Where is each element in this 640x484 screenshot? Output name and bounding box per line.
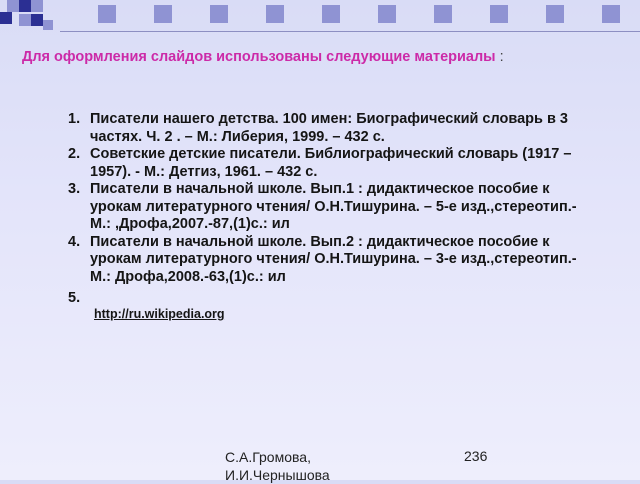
title-colon: : <box>495 49 504 65</box>
source-item-4 <box>68 234 588 287</box>
slide-title <box>22 49 504 65</box>
deco-square <box>322 5 340 23</box>
item-text: Советские детские писатели. Библиографический словарь (1917 – 1957). - М.: Детгиз, 1961. – 432 с. <box>90 146 572 180</box>
deco-square <box>0 12 12 24</box>
title-text: Для оформления слайдов использованы следующие материалы <box>22 49 496 65</box>
deco-square <box>7 0 19 12</box>
deco-square <box>490 5 508 23</box>
item-text: Писатели в начальной школе. Вып.1 : дидактическое пособие к урокам литературного чтения/ О.Н.Тишурина. – 5-е изд.,стереотип.-М.: ,Дрофа,2007.-87,(1)с.: ил <box>90 181 577 232</box>
page-number: 236 <box>464 448 488 464</box>
header-divider <box>60 31 640 32</box>
item-text: Писатели в начальной школе. Вып.2 : дидактическое пособие к урокам литературного чтения/ О.Н.Тишурина. – 3-е изд.,стереотип.-М.: Дрофа,2008.-63,(1)с.: ил <box>90 233 577 285</box>
item-number: 2. <box>68 146 81 162</box>
decorative-squares <box>0 0 640 40</box>
source-item-1 <box>68 111 588 146</box>
deco-square <box>434 5 452 23</box>
footer-authors: С.А.Громова, И.И.Чернышова <box>225 449 330 483</box>
deco-square <box>154 5 172 23</box>
source-item-2 <box>68 146 588 181</box>
deco-square <box>378 5 396 23</box>
deco-square <box>31 14 43 26</box>
deco-square <box>210 5 228 23</box>
deco-square <box>546 5 564 23</box>
item-number: 3. <box>68 181 81 197</box>
item-number: 5. <box>68 290 81 306</box>
deco-square <box>31 0 43 12</box>
item-number: 1. <box>68 111 81 127</box>
source-item-3 <box>68 181 588 234</box>
deco-square <box>19 0 31 12</box>
item-number: 4. <box>68 233 81 250</box>
deco-square <box>43 20 53 30</box>
item-text: Писатели нашего детства. 100 имен: Биографический словарь в 3 частях. Ч. 2 . – М.: Либерия, 1999. – 432 с. <box>90 111 568 145</box>
wikipedia-link[interactable]: http://ru.wikipedia.org <box>94 307 225 321</box>
deco-square <box>266 5 284 23</box>
sources-list <box>68 111 588 306</box>
deco-square <box>98 5 116 23</box>
deco-square <box>602 5 620 23</box>
deco-square <box>19 14 31 26</box>
